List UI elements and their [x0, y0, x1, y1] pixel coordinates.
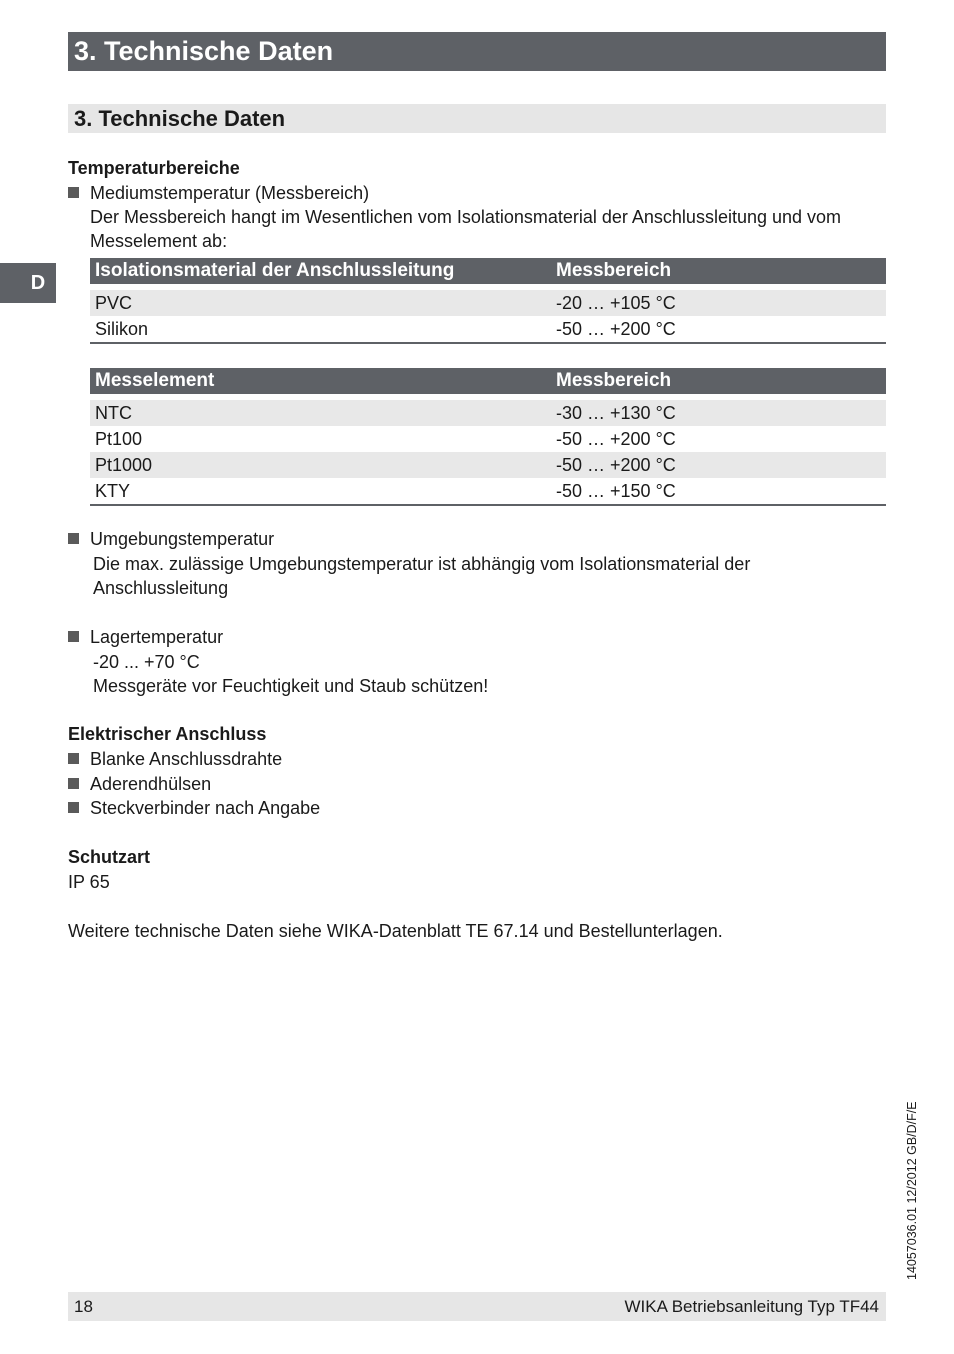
storage-range: -20 ... +70 °C: [93, 652, 200, 672]
table-cell: PVC: [90, 287, 551, 316]
ambient-desc-line2: Anschlussleitung: [93, 578, 229, 598]
square-bullet-icon: [68, 753, 79, 764]
table-row: [90, 478, 886, 505]
medium-temperature-label: Mediumstemperatur (Messbereich): [90, 183, 370, 203]
square-bullet-icon: [68, 631, 79, 642]
table-cell: -30 … +130 °C: [551, 397, 886, 426]
page-title: 3. Technische Daten: [68, 32, 886, 71]
list-item: Blanke Anschlussdrahte: [90, 749, 283, 769]
square-bullet-icon: [68, 187, 79, 198]
footer-doc-title: WIKA Betriebsanleitung Typ TF44: [624, 1297, 879, 1316]
table-cell: Silikon: [90, 316, 551, 343]
electrical-heading: Elektrischer Anschluss: [68, 724, 267, 744]
square-bullet-icon: [68, 802, 79, 813]
protection-heading: Schutzart: [68, 847, 151, 867]
square-bullet-icon: [68, 533, 79, 544]
table-cell: -50 … +200 °C: [556, 428, 676, 449]
element-header-range: Messbereich: [551, 368, 886, 397]
medium-desc-line2: Messelement ab:: [90, 231, 228, 251]
ambient-temperature-label: Umgebungstemperatur: [90, 529, 275, 549]
language-tab: D: [0, 263, 56, 303]
table-cell: -50 … +200 °C: [551, 316, 886, 343]
insulation-header-material: Isolationsmaterial der Anschlussleitung: [90, 258, 551, 287]
table-row: [90, 397, 886, 426]
storage-note: Messgeräte vor Feuchtigkeit und Staub schützen!: [93, 676, 489, 696]
document-code: 14057036.01 12/2012 GB/D/F/E: [905, 1101, 919, 1280]
further-info: Weitere technische Daten siehe WIKA-Datenblatt TE 67.14 und Bestellunterlagen.: [68, 921, 723, 941]
medium-desc-line1: Der Messbereich hangt im Wesentlichen vom Isolationsmaterial der Anschlussleitung und vom: [90, 207, 842, 227]
temperature-heading: Temperaturbereiche: [68, 158, 240, 178]
page-number: 18: [74, 1297, 93, 1316]
table-cell: Pt1000: [90, 452, 551, 478]
square-bullet-icon: [68, 778, 79, 789]
section-title: 3. Technische Daten: [68, 104, 886, 133]
table-cell: KTY: [90, 478, 551, 505]
table-row: [90, 316, 886, 343]
table-row: [90, 452, 886, 478]
list-item: Aderendhülsen: [90, 774, 212, 794]
table-row: [90, 426, 886, 452]
list-item: Steckverbinder nach Angabe: [90, 798, 321, 818]
table-row: [90, 287, 886, 316]
insulation-header-range: Messbereich: [551, 258, 886, 287]
element-table: [90, 368, 886, 506]
protection-value: IP 65: [68, 872, 110, 892]
table-cell: NTC: [90, 397, 551, 426]
table-cell: -20 … +105 °C: [551, 287, 886, 316]
table-cell: Pt100: [95, 428, 143, 449]
ambient-desc-line1: Die max. zulässige Umgebungstemperatur ist abhängig vom Isolationsmaterial der: [93, 554, 751, 574]
table-cell: -50 … +200 °C: [551, 452, 886, 478]
table-cell: -50 … +150 °C: [551, 478, 886, 505]
storage-temperature-label: Lagertemperatur: [90, 627, 224, 647]
page-footer: [68, 1292, 886, 1321]
element-header-element: Messelement: [90, 368, 551, 397]
insulation-table: [90, 258, 886, 344]
